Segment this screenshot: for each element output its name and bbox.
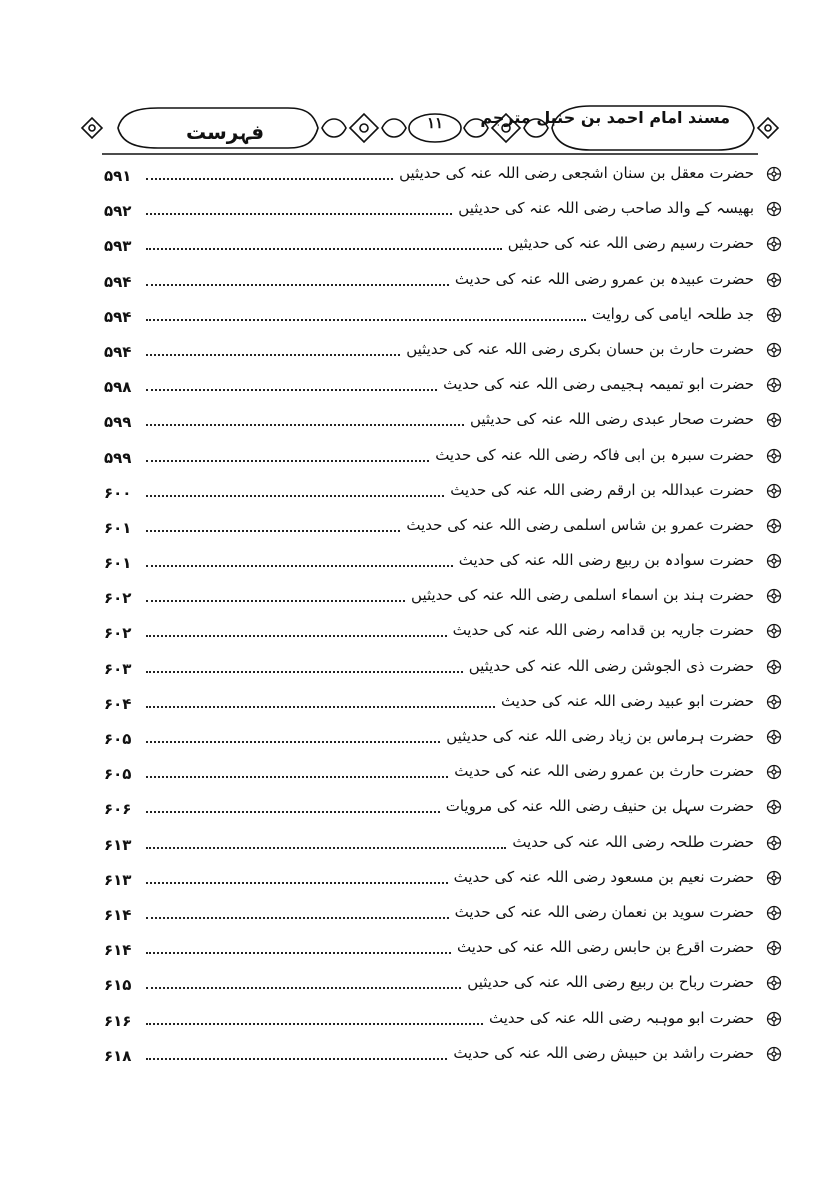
toc-entry[interactable] bbox=[0, 719, 840, 754]
toc-entry[interactable] bbox=[0, 965, 840, 1000]
toc-entry[interactable] bbox=[0, 543, 840, 578]
flower-bullet-icon bbox=[766, 412, 782, 428]
entry-page-number: ۶۱۳ bbox=[104, 835, 132, 854]
dot-leader bbox=[146, 458, 429, 462]
entry-page-number: ۵۹۴ bbox=[104, 307, 132, 326]
dot-leader bbox=[146, 633, 447, 637]
flower-bullet-icon bbox=[766, 553, 782, 569]
entry-title: حضرت ابو عبید رضی اللہ عنہ کی حدیث bbox=[501, 691, 754, 710]
entry-title: حضرت عبیدہ بن عمرو رضی اللہ عنہ کی حدیث bbox=[454, 269, 754, 288]
toc-entry[interactable] bbox=[0, 649, 840, 684]
entry-title: حضرت ابو موہبہ رضی اللہ عنہ کی حدیث bbox=[489, 1008, 754, 1027]
entry-title: حضرت عمرو بن شاس اسلمی رضی اللہ عنہ کی حدیث bbox=[406, 515, 754, 534]
entry-page-number: ۶۱۴ bbox=[104, 905, 132, 924]
entry-page-number: ۶۰۲ bbox=[104, 589, 132, 608]
flower-bullet-icon bbox=[766, 659, 782, 675]
toc-entry[interactable] bbox=[0, 226, 840, 261]
toc-entry[interactable] bbox=[0, 156, 840, 191]
flower-bullet-icon bbox=[766, 166, 782, 182]
entry-title: بھیسہ کے والد صاحب رضی اللہ عنہ کی حدیثیں bbox=[458, 199, 754, 218]
dot-leader bbox=[146, 669, 463, 673]
entry-page-number: ۵۹۹ bbox=[104, 448, 132, 467]
dot-leader bbox=[146, 211, 452, 215]
entry-page-number: ۶۰۱ bbox=[104, 518, 132, 537]
entry-page-number: ۵۹۸ bbox=[104, 378, 132, 397]
flower-bullet-icon bbox=[766, 1046, 782, 1062]
dot-leader bbox=[146, 246, 502, 250]
dot-leader bbox=[146, 352, 400, 356]
entry-title: حضرت حارث بن حسان بکری رضی اللہ عنہ کی حدیثیں bbox=[406, 339, 754, 358]
toc-list bbox=[0, 156, 840, 1071]
dot-leader bbox=[146, 598, 405, 602]
entry-title: حضرت سہل بن حنیف رضی اللہ عنہ کی مرویات bbox=[445, 797, 754, 816]
entry-page-number: ۶۱۶ bbox=[104, 1011, 132, 1030]
flower-bullet-icon bbox=[766, 272, 782, 288]
entry-title: حضرت سوید بن نعمان رضی اللہ عنہ کی حدیث bbox=[454, 902, 754, 921]
entry-page-number: ۶۱۸ bbox=[104, 1046, 132, 1065]
flower-bullet-icon bbox=[766, 518, 782, 534]
flower-bullet-icon bbox=[766, 729, 782, 745]
dot-leader bbox=[146, 845, 506, 849]
entry-page-number: ۵۹۹ bbox=[104, 413, 132, 432]
dot-leader bbox=[146, 704, 495, 708]
dot-leader bbox=[146, 493, 444, 497]
flower-bullet-icon bbox=[766, 588, 782, 604]
flower-bullet-icon bbox=[766, 236, 782, 252]
toc-entry[interactable] bbox=[0, 684, 840, 719]
entry-title: حضرت راشد بن حبیش رضی اللہ عنہ کی حدیث bbox=[453, 1043, 754, 1062]
flower-bullet-icon bbox=[766, 342, 782, 358]
entry-page-number: ۵۹۱ bbox=[104, 167, 132, 185]
entry-page-number: ۶۱۴ bbox=[104, 941, 132, 960]
dot-leader bbox=[146, 1056, 447, 1060]
dot-leader bbox=[146, 1021, 483, 1025]
toc-entry[interactable] bbox=[0, 1036, 840, 1071]
flower-bullet-icon bbox=[766, 764, 782, 780]
dot-leader bbox=[146, 387, 437, 391]
entry-title: حضرت رسیم رضی اللہ عنہ کی حدیثیں bbox=[507, 234, 754, 253]
page-number: ١١ bbox=[426, 114, 444, 132]
flower-bullet-icon bbox=[766, 201, 782, 217]
entry-title: حضرت رباح بن ربیع رضی اللہ عنہ کی حدیثیں bbox=[467, 973, 754, 992]
toc-entry[interactable] bbox=[0, 473, 840, 508]
entry-title: حضرت نعیم بن مسعود رضی اللہ عنہ کی حدیث bbox=[453, 867, 754, 886]
dot-leader bbox=[146, 563, 453, 567]
flower-bullet-icon bbox=[766, 905, 782, 921]
dot-leader bbox=[146, 985, 461, 989]
toc-entry[interactable] bbox=[0, 508, 840, 543]
toc-entry[interactable] bbox=[0, 1001, 840, 1036]
entry-page-number: ۶۰۵ bbox=[104, 765, 132, 784]
toc-entry[interactable] bbox=[0, 297, 840, 332]
dot-leader bbox=[146, 176, 393, 180]
entry-page-number: ۵۹۴ bbox=[104, 272, 132, 291]
entry-page-number: ۶۰۵ bbox=[104, 730, 132, 748]
dot-leader bbox=[146, 528, 400, 532]
toc-entry[interactable] bbox=[0, 262, 840, 297]
toc-entry[interactable] bbox=[0, 930, 840, 965]
entry-page-number: ۶۰۳ bbox=[104, 659, 132, 678]
entry-title: حضرت ابو تمیمہ ہجیمی رضی اللہ عنہ کی حدیث bbox=[443, 375, 754, 394]
entry-page-number: ۵۹۳ bbox=[104, 237, 132, 256]
flower-bullet-icon bbox=[766, 835, 782, 851]
entry-page-number: ۶۰۰ bbox=[104, 483, 132, 502]
flower-bullet-icon bbox=[766, 694, 782, 710]
flower-bullet-icon bbox=[766, 940, 782, 956]
flower-bullet-icon bbox=[766, 623, 782, 639]
book-title: مسند امام احمد بن حنبل مترجم bbox=[480, 108, 730, 127]
flower-bullet-icon bbox=[766, 377, 782, 393]
toc-entry[interactable] bbox=[0, 332, 840, 367]
dot-leader bbox=[146, 950, 451, 954]
flower-bullet-icon bbox=[766, 483, 782, 499]
toc-entry[interactable] bbox=[0, 895, 840, 930]
entry-title: حضرت جاریہ بن قدامہ رضی اللہ عنہ کی حدیث bbox=[452, 621, 754, 640]
entry-title: حضرت حارث بن عمرو رضی اللہ عنہ کی حدیث bbox=[454, 762, 754, 781]
toc-entry[interactable] bbox=[0, 402, 840, 437]
toc-entry[interactable] bbox=[0, 825, 840, 860]
entry-title: حضرت صحار عبدی رضی اللہ عنہ کی حدیثیں bbox=[469, 410, 754, 429]
dot-leader bbox=[146, 317, 586, 321]
dot-leader bbox=[146, 809, 440, 813]
flower-bullet-icon bbox=[766, 799, 782, 815]
dot-leader bbox=[146, 774, 448, 778]
dot-leader bbox=[146, 422, 464, 426]
dot-leader bbox=[146, 739, 440, 743]
flower-bullet-icon bbox=[766, 1011, 782, 1027]
toc-entry[interactable] bbox=[0, 754, 840, 789]
entry-title: حضرت سبرہ بن ابی فاکہ رضی اللہ عنہ کی حدیث bbox=[435, 445, 754, 464]
entry-title: جد طلحہ ایامی کی روایت bbox=[591, 304, 754, 323]
entry-page-number: ۵۹۴ bbox=[104, 342, 132, 361]
toc-entry[interactable] bbox=[0, 789, 840, 824]
flower-bullet-icon bbox=[766, 307, 782, 323]
entry-page-number: ۶۰۶ bbox=[104, 800, 132, 819]
entry-page-number: ۶۰۴ bbox=[104, 694, 132, 713]
flower-bullet-icon bbox=[766, 975, 782, 991]
toc-entry[interactable] bbox=[0, 367, 840, 402]
entry-title: حضرت اقرع بن حابس رضی اللہ عنہ کی حدیث bbox=[456, 938, 754, 957]
entry-page-number: ۵۹۲ bbox=[104, 202, 132, 221]
toc-entry[interactable] bbox=[0, 191, 840, 226]
entry-title: حضرت طلحہ رضی اللہ عنہ کی حدیث bbox=[512, 832, 754, 851]
toc-entry[interactable] bbox=[0, 860, 840, 895]
entry-title: حضرت ذی الجوشن رضی اللہ عنہ کی حدیثیں bbox=[468, 656, 754, 675]
entry-page-number: ۶۱۵ bbox=[104, 976, 132, 995]
flower-bullet-icon bbox=[766, 448, 782, 464]
section-title: فہرست bbox=[185, 120, 265, 144]
toc-entry[interactable] bbox=[0, 613, 840, 648]
dot-leader bbox=[146, 915, 449, 919]
flower-bullet-icon bbox=[766, 870, 782, 886]
entry-title: حضرت ہند بن اسماء اسلمی رضی اللہ عنہ کی حدیثیں bbox=[411, 586, 754, 605]
entry-title: حضرت معقل بن سنان اشجعی رضی اللہ عنہ کی حدیثیں bbox=[399, 164, 754, 182]
entry-title: حضرت عبداللہ بن ارقم رضی اللہ عنہ کی حدیث bbox=[450, 480, 754, 499]
dot-leader bbox=[146, 282, 449, 286]
entry-title: حضرت سوادہ بن ربیع رضی اللہ عنہ کی حدیث bbox=[458, 551, 754, 570]
entry-page-number: ۶۰۲ bbox=[104, 624, 132, 643]
toc-entry[interactable] bbox=[0, 438, 840, 473]
entry-page-number: ۶۱۳ bbox=[104, 870, 132, 889]
entry-page-number: ۶۰۱ bbox=[104, 554, 132, 573]
dot-leader bbox=[146, 880, 448, 884]
toc-entry[interactable] bbox=[0, 578, 840, 613]
entry-title: حضرت ہرماس بن زیاد رضی اللہ عنہ کی حدیثیں bbox=[446, 727, 754, 745]
